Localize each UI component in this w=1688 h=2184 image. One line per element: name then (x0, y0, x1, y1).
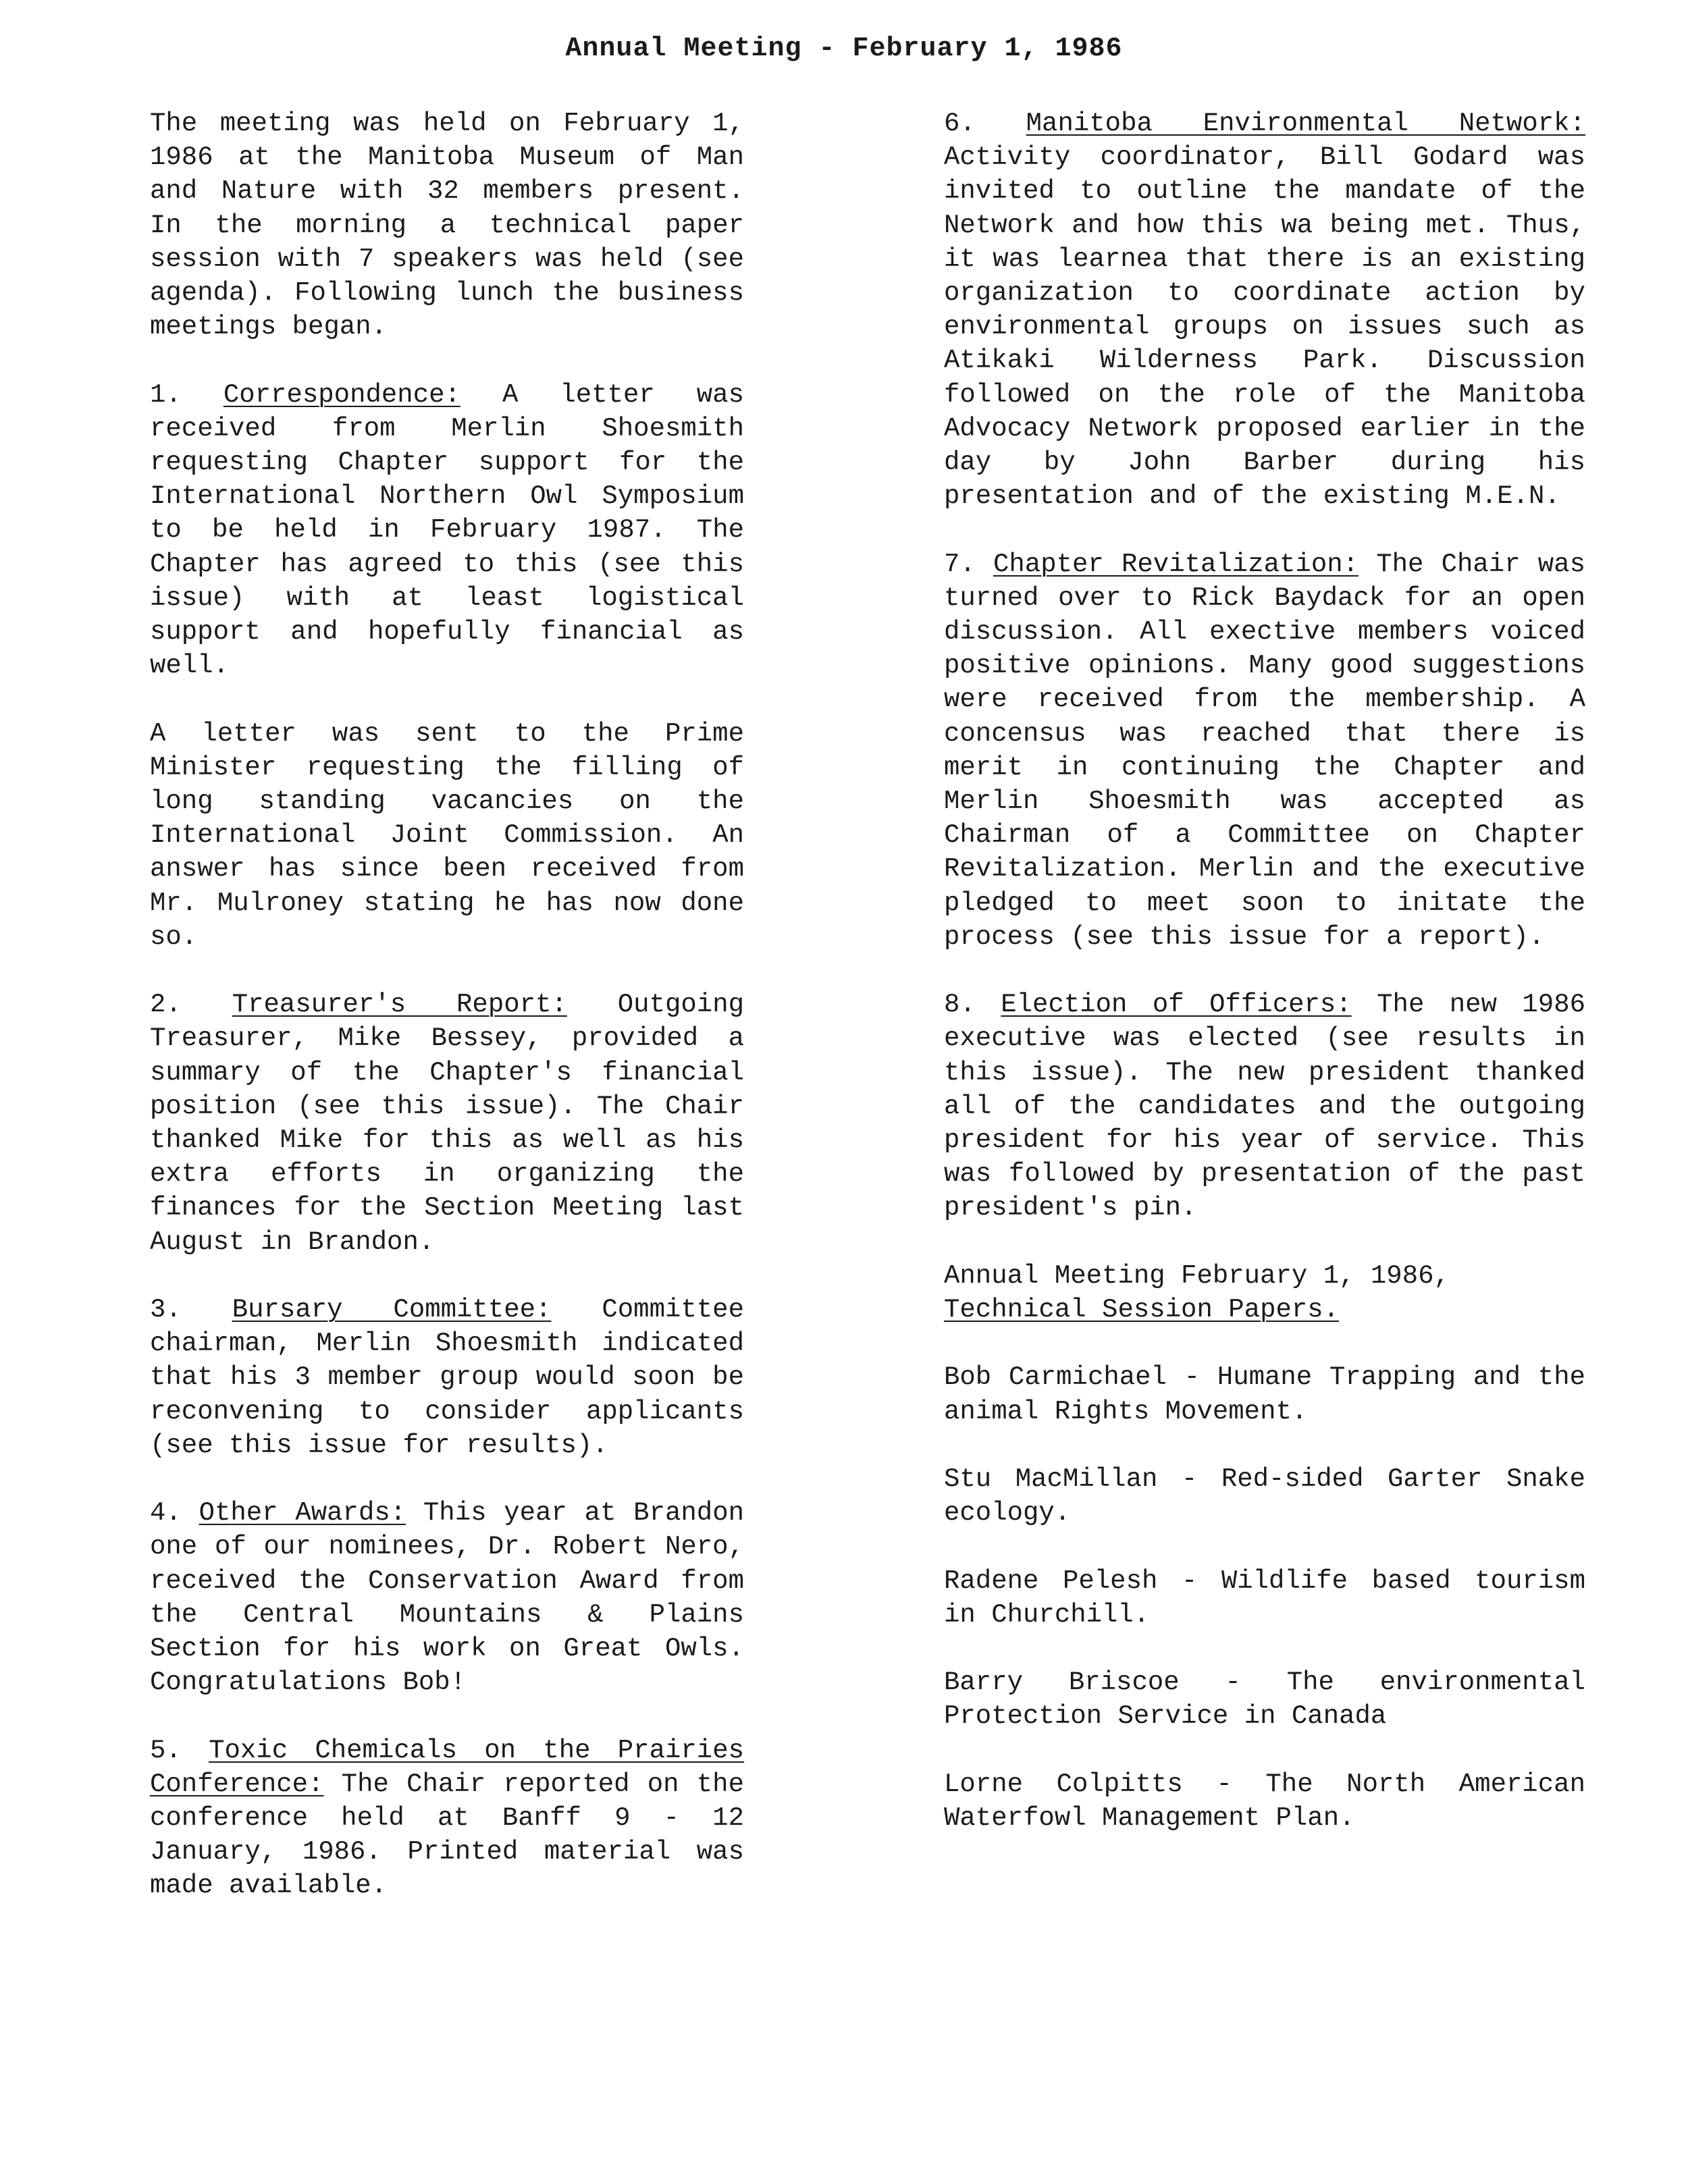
revitalization-text: The Chair was turned over to Rick Baydack for an open discussion. All exective members voiced positive opinions. Many good suggestions were received from the membership. A concensus was reached that there is merit in continuing the Chapter and Merlin Shoesmith was accepted as Chairman of a Committee on Chapter Revitalization. Merlin and the executive pledged to meet soon to initate the process (see this issue for a report). (944, 549, 1585, 952)
election-heading: Election of Officers: (1001, 990, 1352, 1020)
network-text: Activity coordinator, Bill Godard was invited to outline the mandate of the Network and how this wa being met. Thus, it was learnea that there is an existing organization to coordinate action by environmental groups on issues such as Atikaki Wilderness Park. Discussion followed on the role of the Manitoba Advocacy Network proposed earlier in the day by John Barber during his presentation and of the existing M.E.N. (944, 142, 1585, 512)
bursary-paragraph (150, 1293, 744, 1462)
election-text: The new 1986 executive was elected (see results in this issue). The new president thanked all of the candidates and the outgoing president for his year of service. This was followed by presentation of the past president's pin. (944, 990, 1586, 1223)
item-number: 8. (944, 990, 976, 1020)
revitalization-paragraph (944, 548, 1585, 954)
toxic-chemicals-paragraph (150, 1734, 744, 1903)
papers-heading: Technical Session Papers. (944, 1295, 1340, 1325)
awards-text: This year at Brandon one of our nominees, Dr. Robert Nero, received the Conservation Award from the Central Mountains & Plains Section for his work on Great Owls. Congratulations Bob! (150, 1498, 745, 1698)
left-column (150, 107, 744, 1937)
item-number: 3. (150, 1295, 182, 1325)
paper-item: Lorne Colpitts - The North American Waterfowl Management Plan. (944, 1769, 1585, 1834)
correspondence-text: A letter was received from Merlin Shoesmith requesting Chapter support for the International Northern Owl Symposium to be held in February 1987. The Chapter has agreed to this (see this issue) with at least logistical support and hopefully financial as well. (150, 379, 745, 681)
intro-paragraph: The meeting was held on February 1, 1986 at the Manitoba Museum of Man and Nature with 32 members present. In the morning a technical paper session with 7 speakers was held (see agenda). Following lunch the business meetings began. (150, 109, 744, 342)
bursary-text: Committee chairman, Merlin Shoesmith indicated that his 3 member group would soon be reconvening to consider applicants (see this issue for results). (150, 1295, 744, 1460)
paper-item: Bob Carmichael - Humane Trapping and the animal Rights Movement. (944, 1362, 1585, 1427)
paper-item: Stu MacMillan - Red-sided Garter Snake ecology. (944, 1464, 1585, 1528)
awards-heading: Other Awards: (199, 1498, 406, 1528)
correspondence-heading: Correspondence: (223, 379, 460, 410)
item-number: 2. (150, 990, 182, 1020)
toxic-chemicals-heading: Toxic Chemicals on the Prairies Conference: (150, 1735, 744, 1799)
item-number: 5. (150, 1735, 182, 1765)
treasurer-paragraph (150, 988, 744, 1259)
item-number: 7. (944, 549, 976, 579)
item-number: 1. (150, 379, 182, 410)
paper-item: Barry Briscoe - The environmental Protection Service in Canada (944, 1668, 1585, 1732)
toxic-chemicals-text: The Chair reported on the conference held at Banff 9 - 12 January, 1986. Printed material was made available. (150, 1769, 744, 1901)
item-number: 6. (944, 109, 976, 138)
treasurer-text: Outgoing Treasurer, Mike Bessey, provided a summary of the Chapter's financial position (see this issue). The Chair thanked Mike for this as well as his extra efforts in organizing the finances for the Section Meeting last August in Brandon. (150, 990, 744, 1257)
right-column (944, 107, 1585, 1869)
item-number: 4. (150, 1498, 182, 1528)
paper-item: Radene Pelesh - Wildlife based tourism in Churchill. (944, 1566, 1585, 1630)
prime-minister-paragraph: A letter was sent to the Prime Minister requesting the filling of long standing vacancies on the International Joint Commission. An answer has since been received from Mr. Mulroney stating he has now done so. (150, 718, 744, 952)
network-heading: Manitoba Environmental Network: (1026, 109, 1585, 138)
awards-paragraph (150, 1496, 744, 1699)
bursary-heading: Bursary Committee: (232, 1295, 552, 1325)
network-paragraph (944, 107, 1585, 513)
election-paragraph (944, 988, 1585, 1225)
papers-intro-paragraph (944, 1259, 1585, 1327)
revitalization-heading: Chapter Revitalization: (993, 549, 1359, 579)
page-title: Annual Meeting - February 1, 1986 (565, 34, 1123, 64)
papers-intro: Annual Meeting February 1, 1986, (944, 1260, 1450, 1291)
treasurer-heading: Treasurer's Report: (232, 990, 567, 1020)
correspondence-paragraph (150, 378, 744, 683)
